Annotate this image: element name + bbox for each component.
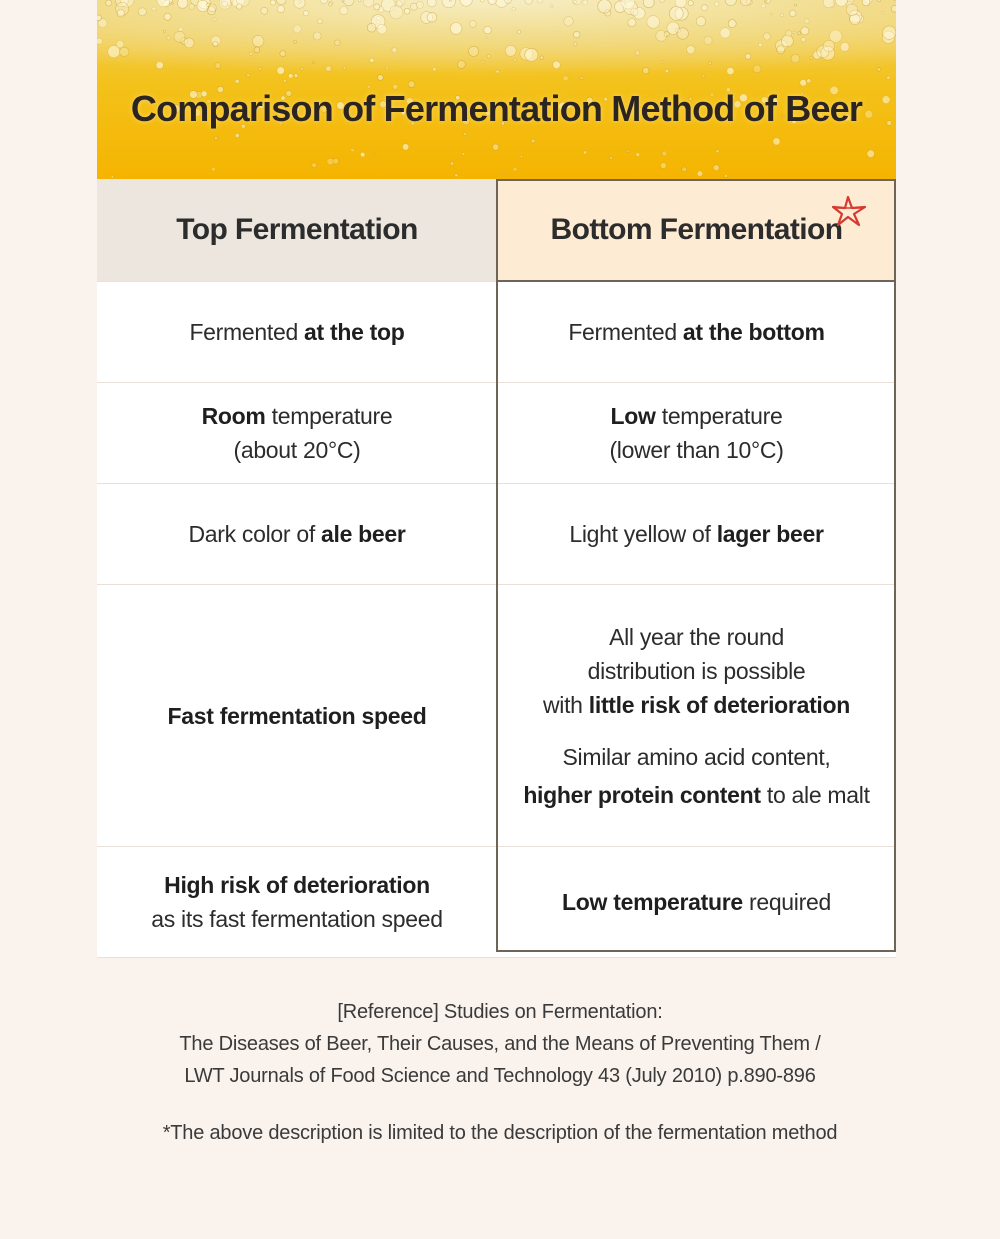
foam-bubble <box>364 0 374 7</box>
foam-bubble <box>464 133 467 136</box>
foam-bubble <box>120 47 129 56</box>
foam-bubble <box>289 74 293 78</box>
foam-bubble <box>261 7 268 14</box>
foam-bubble <box>117 10 124 17</box>
foam-bubble <box>392 48 397 53</box>
foam-bubble <box>442 0 456 8</box>
top-position-cell <box>97 282 497 382</box>
table-row <box>97 585 896 847</box>
foam-bubble <box>367 23 376 32</box>
foam-bubble <box>156 61 163 68</box>
foam-bubble <box>550 5 553 8</box>
foam-bubble <box>404 8 410 14</box>
foam-bubble <box>455 174 458 177</box>
foam-bubble <box>701 5 707 11</box>
foam-bubble <box>891 5 896 12</box>
star-doodle-icon <box>831 195 867 227</box>
foam-bubble <box>580 77 583 80</box>
foam-bubble <box>763 33 770 40</box>
cell-text: with <box>542 691 589 718</box>
foam-bubble <box>189 4 195 10</box>
foam-bubble <box>215 137 218 140</box>
foam-bubble <box>877 68 881 72</box>
foam-bubble <box>709 62 712 65</box>
foam-bubble <box>636 153 639 156</box>
foam-bubble <box>277 6 284 13</box>
foam-bubble <box>178 0 188 8</box>
foam-bubble <box>488 0 497 5</box>
foam-bubble <box>209 4 217 12</box>
foam-bubble <box>106 0 112 6</box>
foam-bubble <box>807 79 811 83</box>
foam-bubble <box>785 30 792 37</box>
foam-bubble <box>791 54 800 63</box>
foam-bubble <box>408 81 415 88</box>
foam-bubble <box>212 168 215 171</box>
foam-bubble <box>688 1 693 6</box>
foam-bubble <box>564 17 574 27</box>
bottom-distribution-cell <box>497 585 896 846</box>
foam-bubble <box>222 1 228 7</box>
foam-bubble <box>713 165 719 171</box>
foam-bubble <box>804 19 809 24</box>
foam-bubble <box>660 0 665 3</box>
foam-bubble <box>462 153 464 155</box>
foam-bubble <box>770 13 772 15</box>
foam-bubble <box>253 35 264 46</box>
foam-bubble <box>351 149 354 152</box>
foam-bubble <box>745 54 751 60</box>
cell-text: Fermented <box>189 319 305 345</box>
table-row <box>97 383 896 484</box>
foam-bubble <box>789 10 796 17</box>
top-speed-cell <box>97 585 497 846</box>
foam-bubble <box>759 43 763 47</box>
foam-bubble <box>250 52 253 55</box>
foam-bubble <box>584 151 587 154</box>
foam-bubble <box>480 0 484 2</box>
foam-bubble <box>174 31 185 42</box>
foam-bubble <box>427 0 436 7</box>
foam-bubble <box>727 68 734 75</box>
foam-bubble <box>294 0 305 8</box>
bottom-position-cell <box>497 282 896 382</box>
foam-bubble <box>531 139 535 143</box>
foam-bubble <box>517 30 520 33</box>
cell-text-bold: lager beer <box>716 521 824 547</box>
foam-bubble <box>801 27 809 35</box>
foam-bubble <box>386 66 389 69</box>
foam-bubble <box>433 68 437 72</box>
foam-bubble <box>628 19 636 27</box>
foam-bubble <box>520 156 522 158</box>
foam-bubble <box>370 58 374 62</box>
foam-bubble <box>635 51 640 56</box>
cell-text: temperature <box>655 403 783 429</box>
foam-bubble <box>152 7 156 11</box>
foam-bubble <box>537 0 543 3</box>
foam-bubble <box>867 150 875 158</box>
footnote: *The above description is limited to the description of the fermentation method <box>162 1122 838 1144</box>
page-title: Comparison of Fermentation Method of Beer <box>130 88 863 129</box>
foam-bubble <box>505 45 516 56</box>
foam-bubble <box>800 79 807 86</box>
foam-bubble <box>716 150 719 153</box>
foam-bubble <box>313 32 321 40</box>
foam-bubble <box>882 11 885 14</box>
bottom-color-cell <box>497 484 896 584</box>
foam-bubble <box>753 65 761 73</box>
cell-text: Fermented <box>568 319 683 345</box>
foam-bubble <box>484 26 492 34</box>
foam-bubble <box>725 175 728 178</box>
foam-bubble <box>665 69 669 73</box>
foam-bubble <box>643 68 649 74</box>
foam-bubble <box>513 167 517 171</box>
foam-bubble <box>361 152 365 156</box>
foam-bubble <box>449 0 451 1</box>
cell-text: to ale malt <box>760 781 870 808</box>
foam-bubble <box>878 0 881 2</box>
bottom-temperature-cell <box>497 383 896 483</box>
foam-bubble <box>377 24 387 34</box>
cell-text-bold: Fast fermentation speed <box>167 702 427 729</box>
foam-bubble <box>540 56 543 59</box>
foam-bubble <box>312 62 314 64</box>
foam-bubble <box>171 2 173 4</box>
foam-bubble <box>469 20 476 27</box>
foam-bubble <box>661 163 667 169</box>
foam-bubble <box>460 0 472 6</box>
foam-bubble <box>293 25 301 33</box>
foam-bubble <box>777 46 785 54</box>
foam-bubble <box>573 31 580 38</box>
cell-text: All year the round <box>609 623 784 650</box>
foam-bubble <box>235 79 239 83</box>
cell-text: temperature <box>265 403 393 429</box>
foam-bubble <box>184 38 194 48</box>
foam-bubble <box>563 76 568 81</box>
foam-bubble <box>343 67 345 69</box>
cell-text-bold: higher protein content <box>523 781 761 808</box>
cell-text: Light yellow of <box>569 521 717 547</box>
cell-text: (lower than 10°C) <box>609 437 784 463</box>
foam-bubble <box>682 167 687 172</box>
top-risk-cell <box>97 847 497 957</box>
foam-bubble <box>798 32 801 35</box>
foam-bubble <box>372 153 374 155</box>
foam-bubble <box>215 63 221 69</box>
foam-bubble <box>358 0 361 2</box>
cell-text-bold: Low <box>610 403 656 429</box>
foam-bubble <box>696 17 706 27</box>
table-header-row <box>97 179 896 282</box>
cell-text: (about 20°C) <box>233 437 361 463</box>
highlight-header-divider <box>496 280 896 282</box>
foam-bubble <box>862 0 870 6</box>
foam-bubble <box>179 27 184 32</box>
foam-bubble <box>450 162 453 165</box>
foam-bubble <box>277 67 285 75</box>
foam-bubble <box>801 37 806 42</box>
foam-bubble <box>327 158 334 165</box>
foam-bubble <box>294 74 297 77</box>
foam-bubble <box>503 174 505 176</box>
foam-bubble <box>164 13 171 20</box>
foam-bubble <box>583 0 588 5</box>
foam-bubble <box>664 31 669 36</box>
header-bottom-label: Bottom Fermentation <box>550 213 843 246</box>
foam-bubble <box>378 75 384 81</box>
foam-bubble <box>197 0 208 11</box>
foam-bubble <box>793 31 795 33</box>
foam-bubble <box>512 7 515 10</box>
foam-bubble <box>450 23 462 35</box>
cell-text-bold: ale beer <box>321 521 406 547</box>
foam-bubble <box>247 74 251 78</box>
foam-bubble <box>677 28 688 39</box>
foam-bubble <box>390 6 403 19</box>
foam-bubble <box>258 68 261 71</box>
comparison-table <box>97 179 896 958</box>
foam-bubble <box>482 61 485 64</box>
foam-bubble <box>294 40 297 43</box>
foam-bubble <box>312 163 317 168</box>
foam-bubble <box>626 150 629 153</box>
foam-bubble <box>702 75 705 78</box>
foam-bubble <box>213 42 218 47</box>
header-top-fermentation: Top Fermentation <box>97 179 497 281</box>
foam-bubble <box>823 40 834 51</box>
foam-bubble <box>320 0 327 4</box>
foam-bubble <box>283 79 286 82</box>
foam-bubble <box>553 61 561 69</box>
foam-bubble <box>276 0 286 5</box>
title-banner <box>97 0 896 179</box>
foam-bubble <box>335 40 341 46</box>
foam-bubble <box>254 47 260 53</box>
foam-bubble <box>610 157 613 160</box>
table-row <box>97 847 896 958</box>
foam-bubble <box>303 11 308 16</box>
foam-bubble <box>780 13 783 16</box>
foam-bubble <box>647 16 660 29</box>
foam-bubble <box>213 18 216 21</box>
foam-bubble <box>720 28 730 38</box>
foam-bubble <box>715 2 719 6</box>
cell-text-bold: at the bottom <box>682 319 825 345</box>
foam-bubble <box>97 38 103 44</box>
foam-bubble <box>301 67 304 70</box>
foam-bubble <box>340 6 348 14</box>
cell-text-bold: Low temperature <box>562 889 743 915</box>
foam-bubble <box>525 48 538 61</box>
cell-text-bold: little risk of deterioration <box>588 691 851 718</box>
foam-bubble <box>574 1 577 4</box>
foam-bubble <box>111 176 113 178</box>
cell-text: distribution is possible <box>587 657 806 684</box>
reference-block <box>0 996 1000 1092</box>
foam-bubble <box>97 15 101 21</box>
foam-bubble <box>662 151 667 156</box>
foam-bubble <box>662 61 664 63</box>
foam-bubble <box>761 4 765 8</box>
foam-bubble <box>765 0 767 2</box>
foam-bubble <box>704 36 712 44</box>
cell-text: Dark color of <box>188 521 322 547</box>
foam-bubble <box>725 0 736 6</box>
foam-bubble <box>496 70 499 73</box>
cell-text-bold: Room <box>201 403 266 429</box>
foam-bubble <box>485 37 487 39</box>
foam-bubble <box>374 4 380 10</box>
foam-bubble <box>513 59 516 62</box>
foam-bubble <box>492 144 498 150</box>
foam-bubble <box>427 12 437 22</box>
cell-text-bold: High risk of deterioration <box>164 872 430 898</box>
foam-bubble <box>846 4 858 16</box>
cell-text-bold: at the top <box>304 319 405 345</box>
foam-bubble <box>235 133 239 137</box>
top-color-cell <box>97 484 497 584</box>
foam-bubble <box>669 6 683 20</box>
foam-bubble <box>116 41 123 48</box>
reference-line: LWT Journals of Food Science and Technology 43 (July 2010) p.890-896 <box>184 1065 816 1087</box>
foam-bubble <box>598 0 612 13</box>
bottom-requirement-cell <box>497 847 896 957</box>
foam-bubble <box>318 19 323 24</box>
foam-bubble <box>469 46 479 56</box>
reference-line: [Reference] Studies on Fermentation: <box>337 1001 663 1023</box>
foam-bubble <box>773 138 780 145</box>
foam-bubble <box>823 0 834 8</box>
top-temperature-cell <box>97 383 497 483</box>
foam-bubble <box>344 0 354 6</box>
foam-bubble <box>810 56 813 59</box>
foam-bubble <box>457 60 465 68</box>
cell-text: required <box>742 889 831 915</box>
foam-bubble <box>894 0 896 1</box>
foam-bubble <box>795 4 797 6</box>
foam-bubble <box>840 42 849 51</box>
table-row <box>97 282 896 383</box>
foam-bubble <box>883 26 896 39</box>
foam-bubble <box>687 46 695 54</box>
table-row <box>97 484 896 585</box>
foam-bubble <box>326 66 331 71</box>
foam-bubble <box>487 55 490 58</box>
foam-bubble <box>237 4 242 9</box>
header-bottom-fermentation <box>497 179 896 281</box>
foam-bubble <box>328 3 332 7</box>
foam-bubble <box>643 0 654 8</box>
foam-bubble <box>525 0 533 4</box>
foam-bubble <box>697 171 702 176</box>
foam-bubble <box>280 51 286 57</box>
reference-line: The Diseases of Beer, Their Causes, and the Means of Preventing Them / <box>179 1033 821 1055</box>
foam-bubble <box>416 1 423 8</box>
cell-text: as its fast fermentation speed <box>151 906 443 932</box>
foam-bubble <box>728 20 736 28</box>
foam-bubble <box>270 0 275 5</box>
foam-bubble <box>631 8 638 15</box>
foam-bubble <box>138 8 146 16</box>
foam-bubble <box>574 42 577 45</box>
foam-bubble <box>835 0 847 6</box>
foam-bubble <box>887 76 890 79</box>
foam-bubble <box>402 144 408 150</box>
foam-bubble <box>163 30 165 32</box>
comparison-page <box>97 0 896 958</box>
foam-bubble <box>167 36 171 40</box>
cell-text: Similar amino acid content, <box>562 743 831 770</box>
